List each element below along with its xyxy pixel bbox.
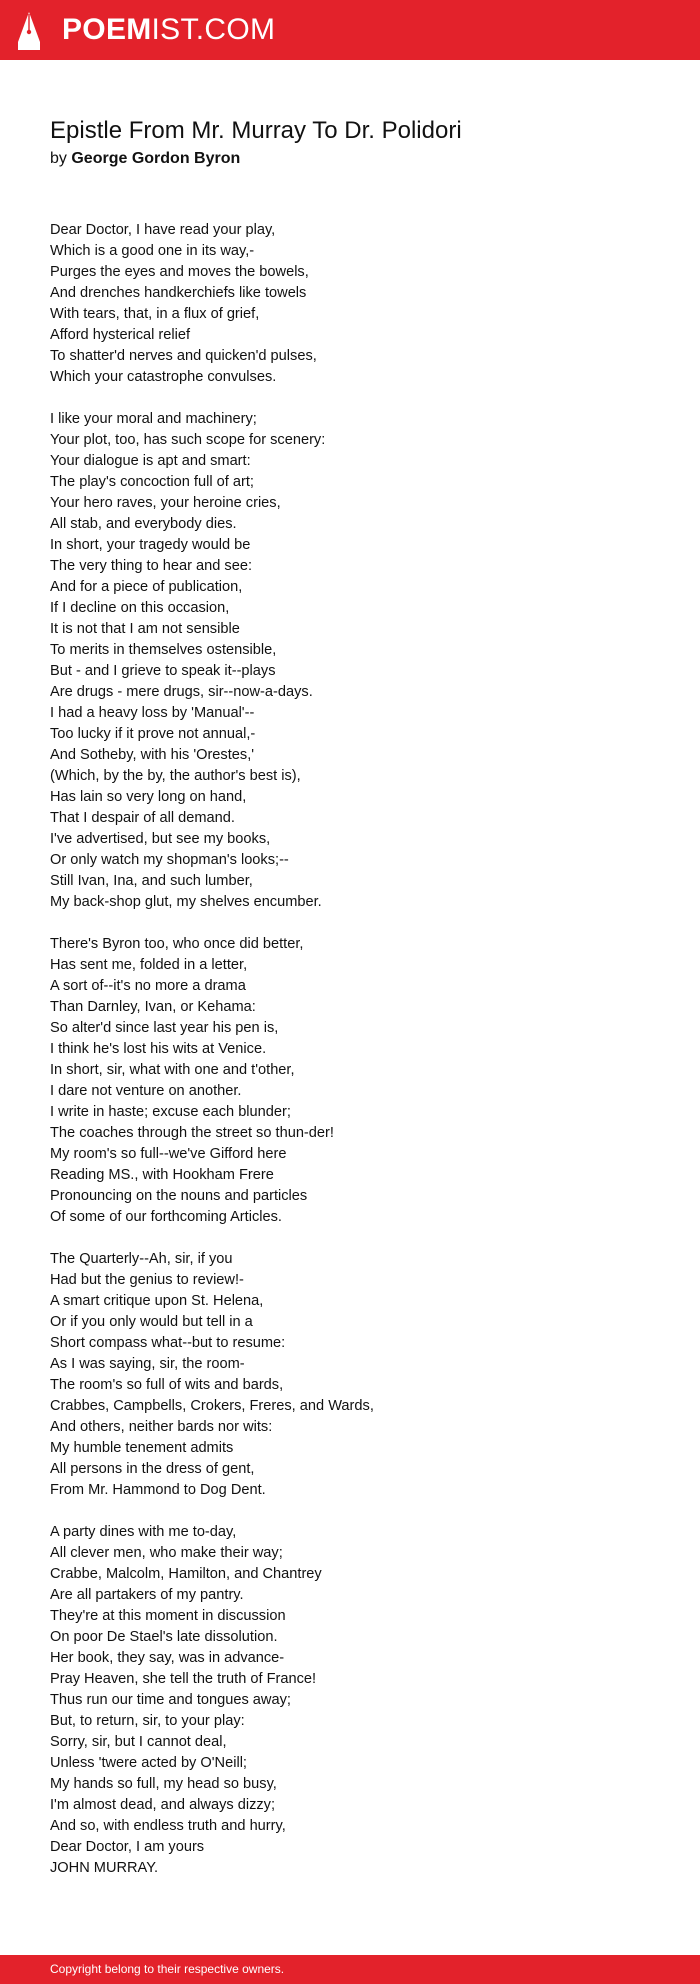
site-header	[0, 0, 700, 60]
poem-line: Has sent me, folded in a letter,	[50, 957, 248, 973]
stanza	[50, 1522, 670, 1879]
poem-line: JOHN MURRAY.	[50, 1860, 159, 1876]
poem-line: A party dines with me to-day,	[50, 1524, 237, 1540]
poem-line: All stab, and everybody dies.	[50, 516, 237, 532]
poem-line: My room's so full--we've Gifford here	[50, 1146, 287, 1162]
poem-line: Has lain so very long on hand,	[50, 789, 247, 805]
poem-line: That I despair of all demand.	[50, 810, 235, 826]
poem-line: My hands so full, my head so busy,	[50, 1776, 277, 1792]
poem-line: Sorry, sir, but I cannot deal,	[50, 1734, 227, 1750]
poem-line: Are drugs - mere drugs, sir--now-a-days.	[50, 684, 313, 700]
poem-line: I had a heavy loss by 'Manual'--	[50, 705, 255, 721]
poem-line: Dear Doctor, I am yours	[50, 1839, 205, 1855]
poem-body	[50, 220, 670, 1900]
poem-line: I dare not venture on another.	[50, 1083, 242, 1099]
poem-line: Afford hysterical relief	[50, 327, 191, 343]
poem-line: Your dialogue is apt and smart:	[50, 453, 251, 469]
poem-line: I write in haste; excuse each blunder;	[50, 1104, 291, 1120]
poem-line: Crabbe, Malcolm, Hamilton, and Chantrey	[50, 1566, 322, 1582]
poem-line: With tears, that, in a flux of grief,	[50, 306, 260, 322]
pen-nib-icon	[16, 10, 42, 52]
poem-line: And others, neither bards nor wits:	[50, 1419, 273, 1435]
poem-line: If I decline on this occasion,	[50, 600, 230, 616]
poem-line: The coaches through the street so thun-der!	[50, 1125, 334, 1141]
poem-line: Your hero raves, your heroine cries,	[50, 495, 281, 511]
poem-line: The very thing to hear and see:	[50, 558, 253, 574]
poem-line: To merits in themselves ostensible,	[50, 642, 277, 658]
poem-line: Crabbes, Campbells, Crokers, Freres, and Wards,	[50, 1398, 374, 1414]
author-name: George Gordon Byron	[71, 150, 241, 167]
poem-line: Thus run our time and tongues away;	[50, 1692, 291, 1708]
logo-text-light: IST.COM	[151, 13, 276, 46]
poem-line: Of some of our forthcoming Articles.	[50, 1209, 282, 1225]
poem-line: Pray Heaven, she tell the truth of France!	[50, 1671, 317, 1687]
poem-line: I think he's lost his wits at Venice.	[50, 1041, 267, 1057]
poem-line: Had but the genius to review!-	[50, 1272, 244, 1288]
poem-line: As I was saying, sir, the room-	[50, 1356, 245, 1372]
poem-line: It is not that I am not sensible	[50, 621, 240, 637]
poem-line: Which is a good one in its way,-	[50, 243, 255, 259]
poem-line: And so, with endless truth and hurry,	[50, 1818, 286, 1834]
stanza	[50, 934, 670, 1228]
poem-line: All persons in the dress of gent,	[50, 1461, 255, 1477]
poem-line: Your plot, too, has such scope for scenery:	[50, 432, 326, 448]
poem-line: Or only watch my shopman's looks;--	[50, 852, 289, 868]
site-footer	[0, 1955, 700, 1984]
poem-line: Her book, they say, was in advance-	[50, 1650, 285, 1666]
poem-title: Epistle From Mr. Murray To Dr. Polidori	[50, 117, 462, 144]
poem-line: Too lucky if it prove not annual,-	[50, 726, 256, 742]
by-label: by	[50, 150, 67, 167]
stanza	[50, 409, 670, 913]
poem-line: Reading MS., with Hookham Frere	[50, 1167, 274, 1183]
poem-line: But, to return, sir, to your play:	[50, 1713, 245, 1729]
poem-line: But - and I grieve to speak it--plays	[50, 663, 276, 679]
poem-line: A sort of--it's no more a drama	[50, 978, 246, 994]
poem-line: And Sotheby, with his 'Orestes,'	[50, 747, 255, 763]
poem-line: Or if you only would but tell in a	[50, 1314, 253, 1330]
poem-line: The Quarterly--Ah, sir, if you	[50, 1251, 233, 1267]
poem-line: Purges the eyes and moves the bowels,	[50, 264, 309, 280]
poem-line: Are all partakers of my pantry.	[50, 1587, 244, 1603]
poem-line: My humble tenement admits	[50, 1440, 234, 1456]
poem-line: Dear Doctor, I have read your play,	[50, 222, 276, 238]
poem-line: Which your catastrophe convulses.	[50, 369, 277, 385]
poem-line: In short, your tragedy would be	[50, 537, 251, 553]
poem-line: I like your moral and machinery;	[50, 411, 257, 427]
stanza	[50, 220, 670, 388]
poem-line: There's Byron too, who once did better,	[50, 936, 304, 952]
poem-line: On poor De Stael's late dissolution.	[50, 1629, 278, 1645]
poem-line: All clever men, who make their way;	[50, 1545, 283, 1561]
poem-line: To shatter'd nerves and quicken'd pulses,	[50, 348, 317, 364]
poem-line: Still Ivan, Ina, and such lumber,	[50, 873, 253, 889]
poem-line: Short compass what--but to resume:	[50, 1335, 286, 1351]
poem-line: And drenches handkerchiefs like towels	[50, 285, 307, 301]
poem-line: My back-shop glut, my shelves encumber.	[50, 894, 322, 910]
copyright-notice: Copyright belong to their respective owners.	[50, 1962, 285, 1976]
poem-line: So alter'd since last year his pen is,	[50, 1020, 279, 1036]
byline	[50, 148, 240, 170]
logo-text-bold: POEM	[62, 13, 152, 46]
poem-line: (Which, by the by, the author's best is),	[50, 768, 301, 784]
poem-line: A smart critique upon St. Helena,	[50, 1293, 264, 1309]
poem-line: From Mr. Hammond to Dog Dent.	[50, 1482, 266, 1498]
poem-line: In short, sir, what with one and t'other,	[50, 1062, 295, 1078]
poem-line: Than Darnley, Ivan, or Kehama:	[50, 999, 256, 1015]
poem-line: Unless 'twere acted by O'Neill;	[50, 1755, 247, 1771]
poem-line: The room's so full of wits and bards,	[50, 1377, 284, 1393]
poem-line: The play's concoction full of art;	[50, 474, 254, 490]
stanza	[50, 1249, 670, 1501]
poem-line: Pronouncing on the nouns and particles	[50, 1188, 308, 1204]
poem-line: I'm almost dead, and always dizzy;	[50, 1797, 276, 1813]
poem-line: And for a piece of publication,	[50, 579, 243, 595]
poem-line: They're at this moment in discussion	[50, 1608, 286, 1624]
site-logo-link[interactable]	[62, 12, 275, 48]
poem-line: I've advertised, but see my books,	[50, 831, 271, 847]
